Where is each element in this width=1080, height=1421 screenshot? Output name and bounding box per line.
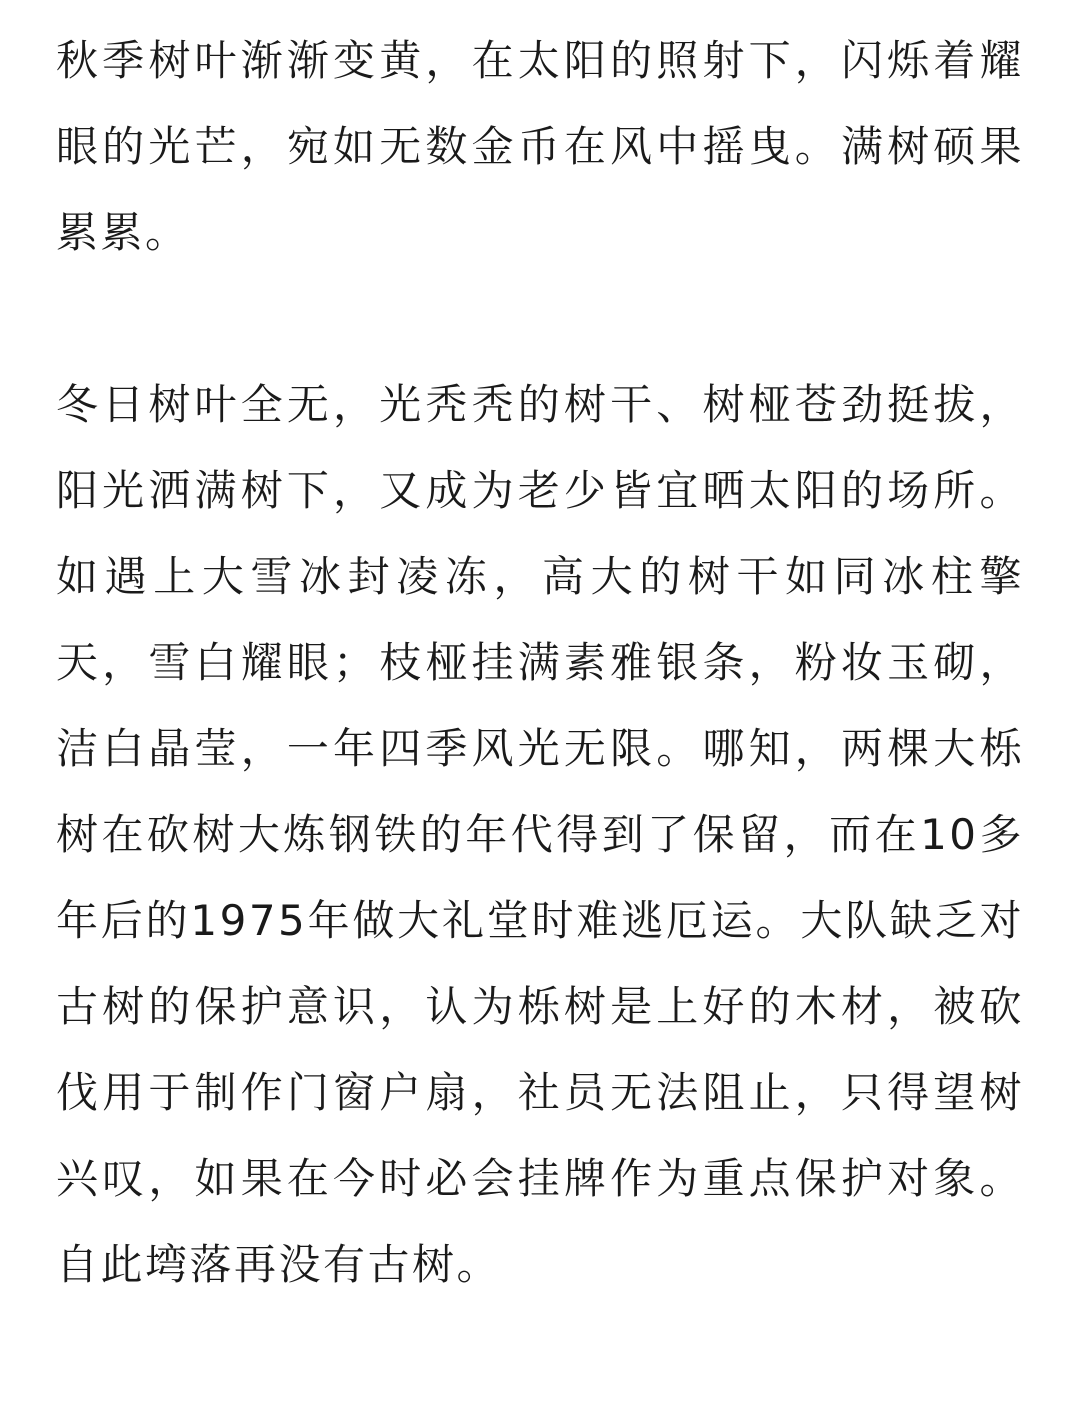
paragraph-winter: 冬日树叶全无，光秃秃的树干、树桠苍劲挺拔，阳光洒满树下，又成为老少皆宜晒太阳的场所。如遇上大雪冰封凌冻，高大的树干如同冰柱擎天，雪白耀眼；枝桠挂满素雅银条，粉妆玉砌，洁白晶莹，一年四季风光无限。哪知，两棵大栎树在砍树大炼钢铁的年代得到了保留，而在10多年后的1975年做大礼堂时难逃厄运。大队缺乏对古树的保护意识，认为栎树是上好的木材，被砍伐用于制作门窗户扇，社员无法阻止，只得望树兴叹，如果在今时必会挂牌作为重点保护对象。自此塆落再没有古树。 (56, 380, 1024, 1289)
paragraph-autumn: 秋季树叶渐渐变黄，在太阳的照射下，闪烁着耀眼的光芒，宛如无数金币在风中摇曳。满树硕果累累。 (56, 36, 1024, 257)
article-body (56, 18, 1024, 1308)
